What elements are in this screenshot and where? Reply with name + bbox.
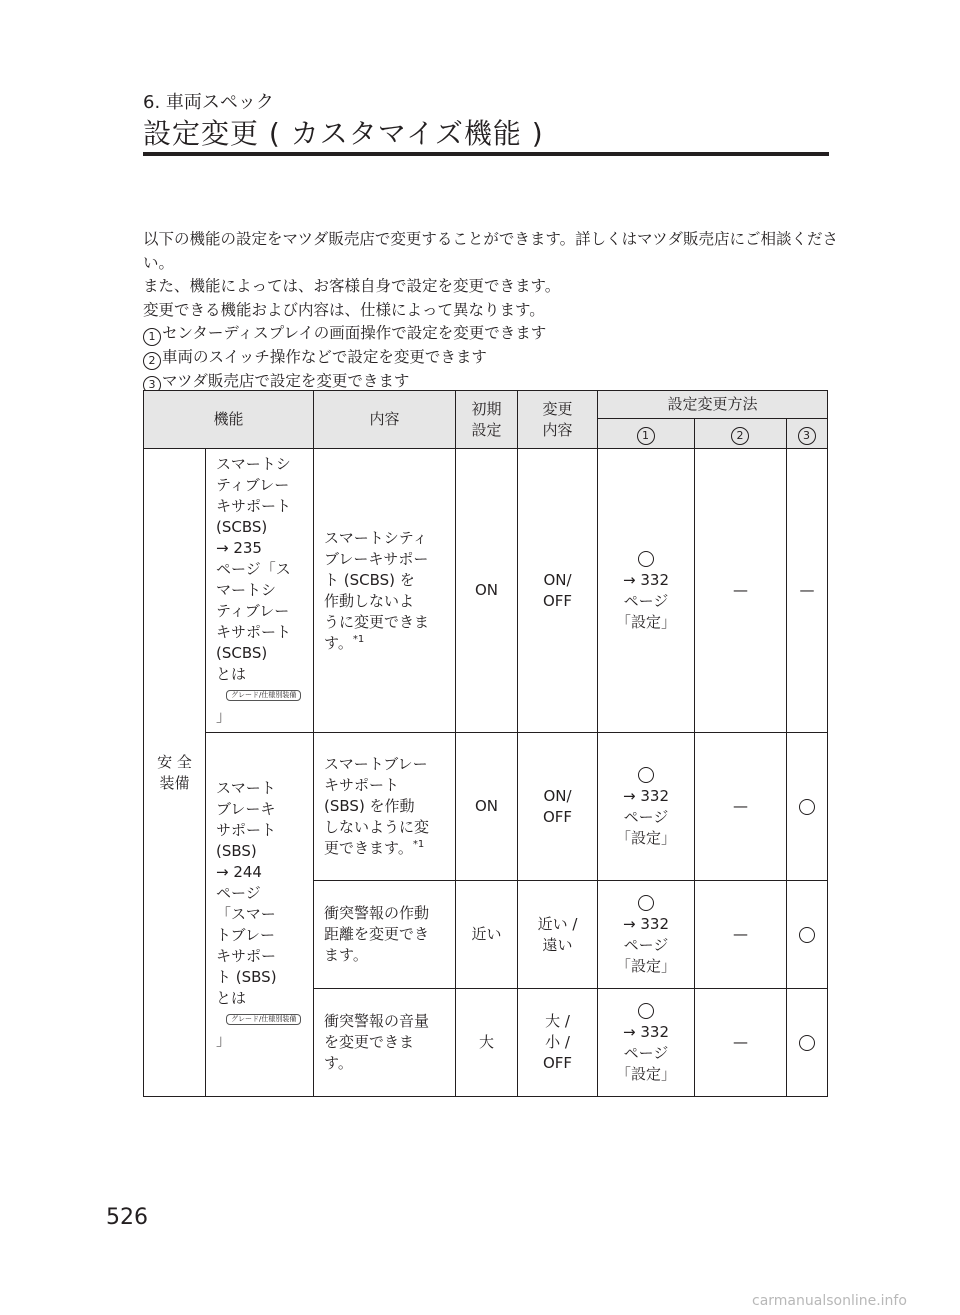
method2-cell: —: [695, 733, 787, 881]
intro-line: 以下の機能の設定をマツダ販売店で変更することができます。詳しくはマツダ販売店にご相談ください。: [143, 230, 839, 272]
available-mark-icon: [799, 927, 815, 943]
method2-cell: —: [695, 989, 787, 1097]
method3-cell: —: [787, 449, 828, 733]
initial-cell: ON: [456, 733, 518, 881]
page-number: 526: [106, 1205, 148, 1230]
watermark: carmanualsonline.info: [752, 1293, 907, 1309]
change-cell: ON/ OFF: [518, 449, 598, 733]
initial-cell: 近い: [456, 881, 518, 989]
method3-cell: [787, 989, 828, 1097]
available-mark-icon: [638, 895, 654, 911]
page-reference: → 332 ページ 「設定」: [616, 570, 677, 631]
settings-table: [143, 390, 828, 1097]
method1-cell: [598, 989, 695, 1097]
available-mark-icon: [799, 1035, 815, 1051]
change-cell: ON/ OFF: [518, 733, 598, 881]
header-initial: 初期 設定: [456, 391, 518, 449]
grade-equipment-badge: グレード/仕様別装備: [226, 1014, 301, 1025]
initial-cell: 大: [456, 989, 518, 1097]
method-item: [143, 346, 843, 370]
content-cell: 衝突警報の音量 を変更できま す。: [314, 989, 456, 1097]
header-function: 機能: [144, 391, 314, 449]
circled-number-icon: 3: [798, 427, 816, 445]
available-mark-icon: [799, 799, 815, 815]
method-text: 車両のスイッチ操作などで設定を変更できます: [162, 348, 487, 366]
content-cell: [314, 449, 456, 733]
intro-line: 変更できる機能および内容は、仕様によって異なります。: [143, 300, 545, 319]
method1-cell: [598, 449, 695, 733]
page-reference: → 332 ページ 「設定」: [616, 914, 677, 975]
footnote-marker: *1: [352, 633, 365, 645]
section-label: 6. 車両スペック: [143, 92, 274, 113]
method2-cell: —: [695, 881, 787, 989]
method2-cell: —: [695, 449, 787, 733]
intro-text: [143, 228, 843, 394]
content-cell: [314, 733, 456, 881]
function-cell: [206, 449, 314, 733]
change-cell: 大 / 小 / OFF: [518, 989, 598, 1097]
title-divider: [143, 152, 829, 156]
circled-number-icon: 2: [731, 427, 749, 445]
circled-number-icon: 2: [143, 352, 161, 370]
method1-cell: [598, 881, 695, 989]
header-method-1: [598, 419, 695, 449]
method3-cell: [787, 733, 828, 881]
page-title: 設定変更 ( カスタマイズ機能 ): [143, 117, 544, 150]
available-mark-icon: [638, 551, 654, 567]
bracket-close: 」: [216, 1031, 232, 1049]
function-cell: [206, 733, 314, 1097]
header-method: 設定変更方法: [598, 391, 828, 419]
circled-number-icon: 1: [637, 427, 655, 445]
circled-number-icon: 1: [143, 328, 161, 346]
header-change: 変更 内容: [518, 391, 598, 449]
function-text: スマートシ ティブレー キサポート (SCBS) → 235 ページ「ス マートシ ティブレー キサポート (SCBS) とは: [216, 455, 292, 683]
header-method-3: [787, 419, 828, 449]
category-cell: 安 全 装備: [144, 449, 206, 1097]
method-text: マツダ販売店で設定を変更できます: [162, 372, 410, 390]
method-text: センターディスプレイの画面操作で設定を変更できます: [162, 324, 547, 342]
bracket-close: 」: [216, 707, 232, 725]
function-text: スマート ブレーキ サポート (SBS) → 244 ページ 「スマー トブレー キサポー ト (SBS) とは: [216, 779, 277, 1007]
grade-equipment-badge: グレード/仕様別装備: [226, 690, 301, 701]
method-item: [143, 322, 843, 346]
initial-cell: ON: [456, 449, 518, 733]
page-reference: → 332 ページ 「設定」: [616, 1022, 677, 1083]
method1-cell: [598, 733, 695, 881]
circled-number-icon: 3: [143, 376, 161, 394]
available-mark-icon: [638, 767, 654, 783]
table-row: [144, 733, 828, 881]
available-mark-icon: [638, 1003, 654, 1019]
table-row: [144, 449, 828, 733]
method3-cell: [787, 881, 828, 989]
header-content: 内容: [314, 391, 456, 449]
change-cell: 近い / 遠い: [518, 881, 598, 989]
footnote-marker: *1: [412, 839, 425, 850]
page-reference: → 332 ページ 「設定」: [616, 786, 677, 847]
content-text: スマートシティ ブレーキサポー ト (SCBS) を 作動しないよ うに変更できま す。: [324, 528, 430, 652]
content-cell: 衝突警報の作動 距離を変更でき ます。: [314, 881, 456, 989]
content-text: スマートブレー キサポート (SBS) を作動 しないように変 更できます。: [324, 755, 430, 857]
header-method-2: [695, 419, 787, 449]
intro-line: また、機能によっては、お客様自身で設定を変更できます。: [143, 277, 561, 295]
